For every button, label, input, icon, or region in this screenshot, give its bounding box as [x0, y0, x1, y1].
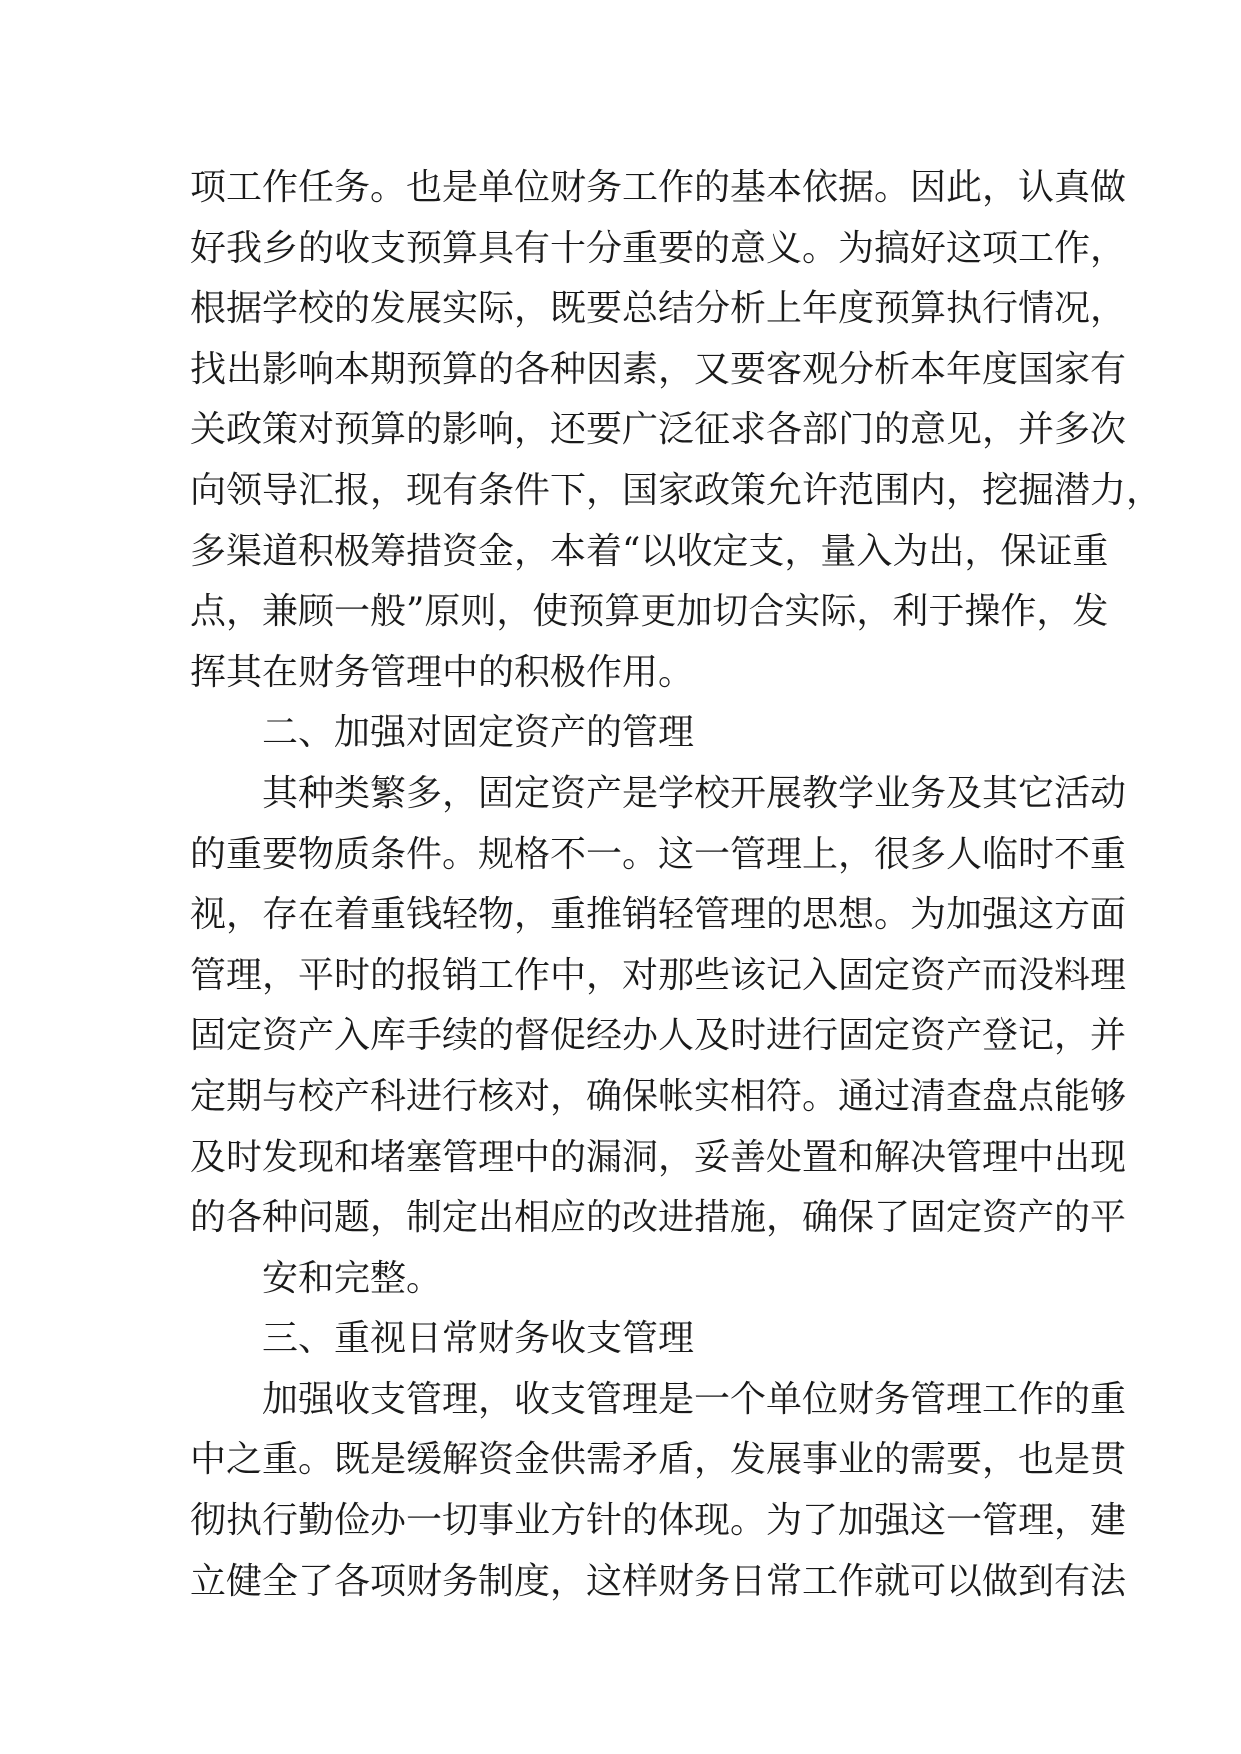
text-line: 项工作任务。也是单位财务工作的基本依据。因此，认真做 [190, 167, 1127, 208]
text-line: 及时发现和堵塞管理中的漏洞，妥善处置和解决管理中出现 [190, 1136, 1127, 1178]
text-line: 立健全了各项财务制度，这样财务日常工作就可以做到有法 [190, 1560, 1127, 1602]
text-line: 挥其在财务管理中的积极作用。 [190, 651, 695, 693]
section-heading-daily-finance: 三、重视日常财务收支管理 [262, 1318, 695, 1360]
text-line: 其种类繁多，固定资产是学校开展教学业务及其它活动 [262, 772, 1127, 814]
text-line: 的各种问题，制定出相应的改进措施，确保了固定资产的平 [190, 1197, 1127, 1239]
text-line: 安和完整。 [262, 1257, 443, 1299]
section-heading-fixed-assets: 二、加强对固定资产的管理 [262, 712, 695, 754]
text-line: 固定资产入库手续的督促经办人及时进行固定资产登记，并 [190, 1015, 1127, 1057]
text-line: 向领导汇报，现有条件下，国家政策允许范围内，挖掘潜力， [190, 469, 1163, 511]
text-line: 多渠道积极筹措资金，本着“以收定支，量入为出，保证重 [190, 530, 1109, 572]
text-line: 中之重。既是缓解资金供需矛盾，发展事业的需要，也是贯 [190, 1439, 1127, 1481]
text-line: 关政策对预算的影响，还要广泛征求各部门的意见，并多次 [190, 409, 1127, 451]
text-line: 找出影响本期预算的各种因素，又要客观分析本年度国家有 [190, 348, 1127, 390]
text-line: 的重要物质条件。规格不一。这一管理上，很多人临时不重 [190, 833, 1127, 875]
text-line: 定期与校产科进行核对，确保帐实相符。通过清查盘点能够 [190, 1075, 1127, 1117]
text-line: 点，兼顾一般”原则，使预算更加切合实际，利于操作，发 [190, 591, 1109, 633]
text-line: 视，存在着重钱轻物，重推销轻管理的思想。为加强这方面 [190, 894, 1127, 936]
text-line: 好我乡的收支预算具有十分重要的意义。为搞好这项工作， [190, 227, 1127, 269]
text-line: 管理，平时的报销工作中，对那些该记入固定资产而没料理 [190, 954, 1127, 996]
text-line: 根据学校的发展实际，既要总结分析上年度预算执行情况， [190, 288, 1127, 330]
document-body [190, 158, 1163, 1612]
text-line: 彻执行勤俭办一切事业方针的体现。为了加强这一管理，建 [190, 1500, 1127, 1542]
text-line: 加强收支管理，收支管理是一个单位财务管理工作的重 [262, 1378, 1127, 1420]
